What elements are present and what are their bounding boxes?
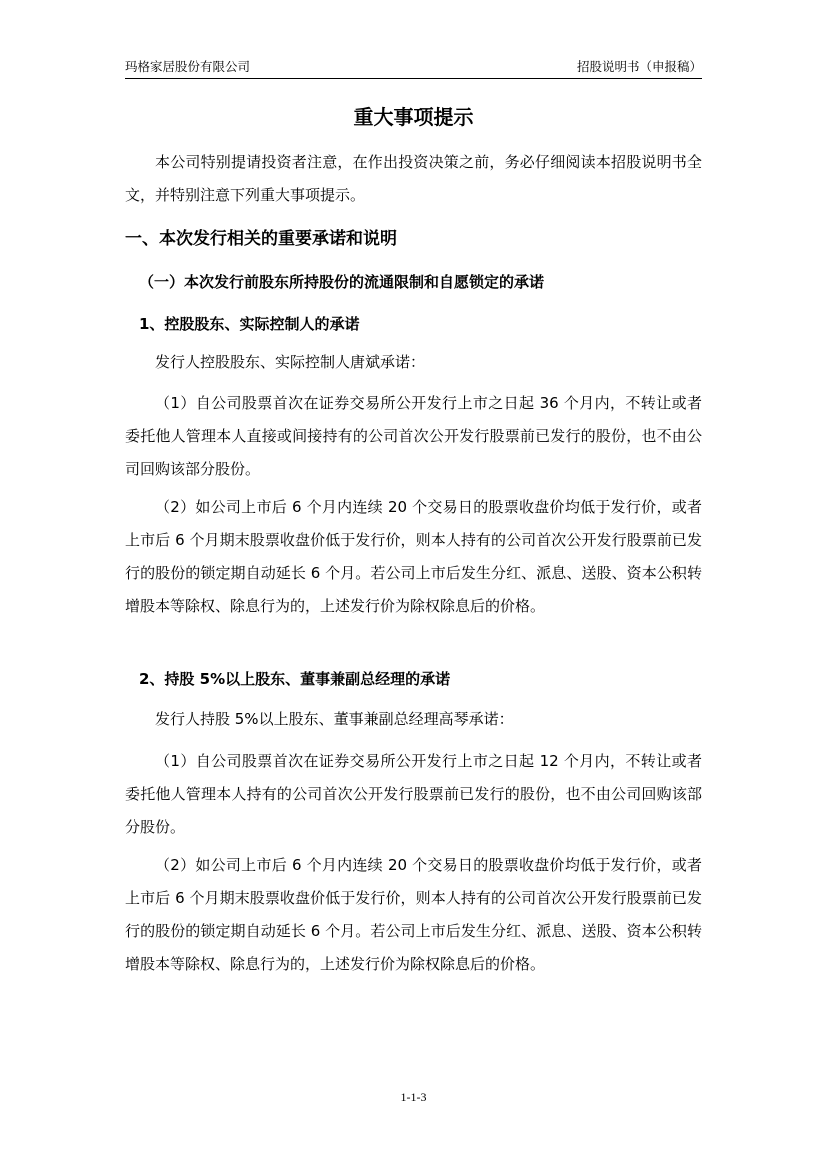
intro-paragraph: 本公司特别提请投资者注意，在作出投资决策之前，务必仔细阅读本招股说明书全文，并特别注意下列重大事项提示。 xyxy=(125,153,702,204)
header-doc-type: 招股说明书（申报稿） xyxy=(576,59,702,74)
item-heading-1: 1、控股股东、实际控制人的承诺 xyxy=(139,315,360,333)
item-heading-2: 2、持股 5%以上股东、董事兼副总经理的承诺 xyxy=(139,670,451,688)
item1-paragraph-2: （2）如公司上市后 6 个月内连续 20 个交易日的股票收盘价均低于发行价，或者上市后 6 个月期末股票收盘价低于发行价，则本人持有的公司首次公开发行股票前已发行的股份的锁定期自动延长 6 个月。若公司上市后发生分红、派息、送股、资本公积转增股本等除权、除息行为的，上述发行价为除权除息后的价格。 xyxy=(125,498,702,615)
section-heading-1: 一、本次发行相关的重要承诺和说明 xyxy=(125,229,397,249)
item1-lead: 发行人控股股东、实际控制人唐斌承诺： xyxy=(155,353,426,371)
item2-lead: 发行人持股 5%以上股东、董事兼副总经理高琴承诺： xyxy=(155,710,514,728)
page-title: 重大事项提示 xyxy=(353,105,474,129)
subsection-heading-1: （一）本次发行前股东所持股份的流通限制和自愿锁定的承诺 xyxy=(139,273,545,291)
item2-paragraph-2: （2）如公司上市后 6 个月内连续 20 个交易日的股票收盘价均低于发行价，或者上市后 6 个月期末股票收盘价低于发行价，则本人持有的公司首次公开发行股票前已发行的股份的锁定期自动延长 6 个月。若公司上市后发生分红、派息、送股、资本公积转增股本等除权、除息行为的，上述发行价为除权除息后的价格。 xyxy=(125,856,702,973)
header-company: 玛格家居股份有限公司 xyxy=(125,59,251,74)
page-header xyxy=(125,58,702,79)
item2-paragraph-1: （1）自公司股票首次在证券交易所公开发行上市之日起 12 个月内，不转让或者委托他人管理本人持有的公司首次公开发行股票前已发行的股份，也不由公司回购该部分股份。 xyxy=(125,752,702,836)
item1-paragraph-1: （1）自公司股票首次在证券交易所公开发行上市之日起 36 个月内，不转让或者委托他人管理本人直接或间接持有的公司首次公开发行股票前已发行的股份，也不由公司回购该部分股份。 xyxy=(125,394,702,478)
page-number: 1-1-3 xyxy=(400,1090,427,1104)
